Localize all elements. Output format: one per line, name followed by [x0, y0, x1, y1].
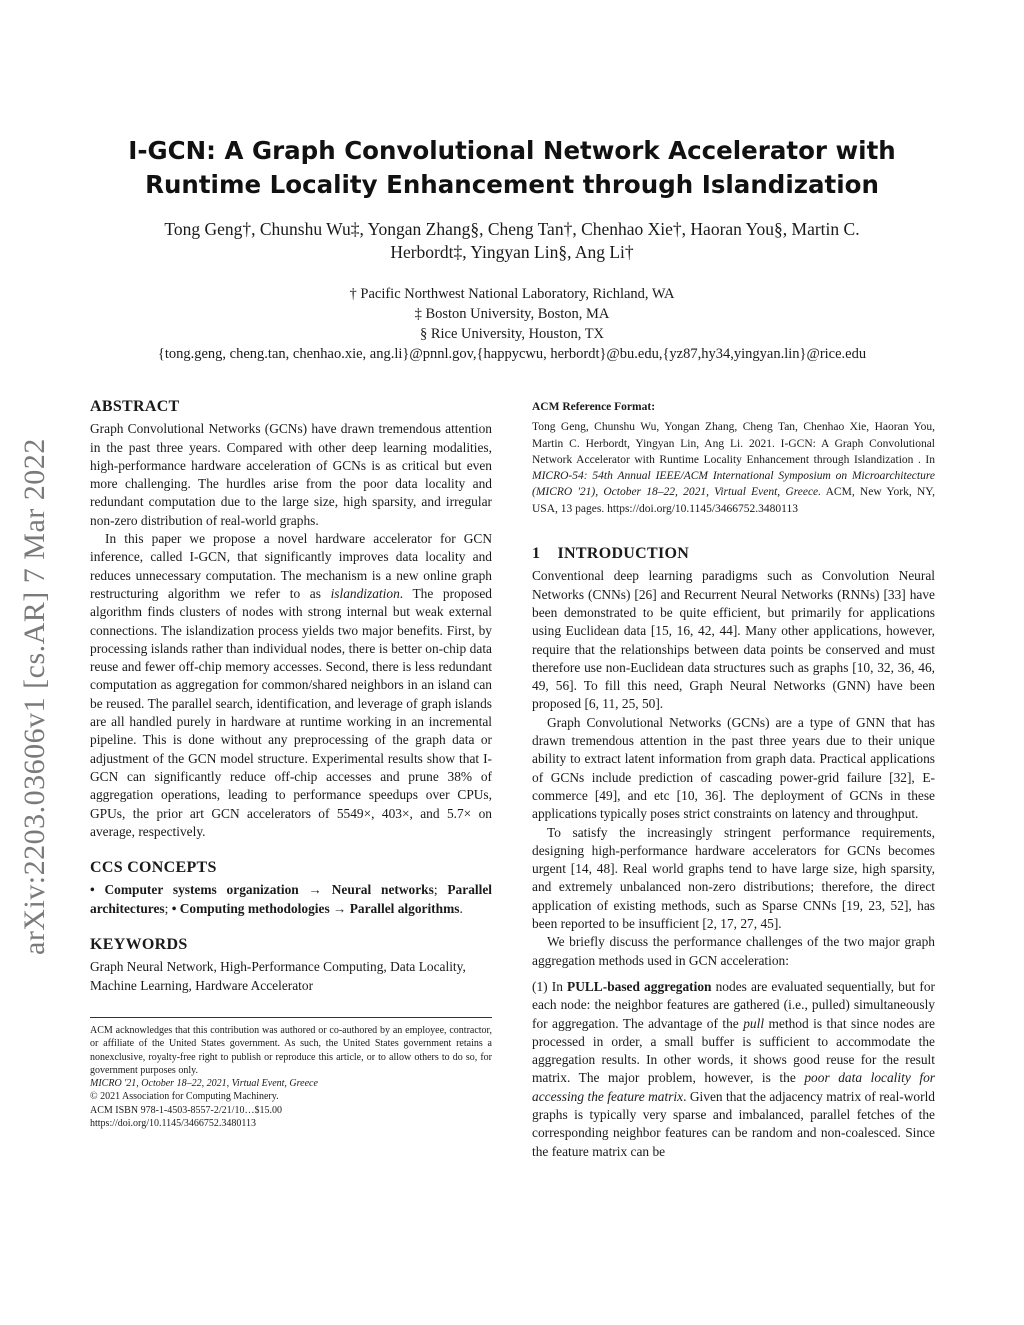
acm-reference-text	[532, 419, 935, 517]
arxiv-identifier: arXiv:2203.03606v1 [cs.AR] 7 Mar 2022	[18, 438, 51, 955]
intro-text: (1) In	[532, 978, 568, 994]
acm-reference-heading: ACM Reference Format:	[532, 401, 656, 413]
title-line-1: I-GCN: A Graph Convolutional Network Accelerator with	[128, 136, 896, 165]
footnote-venue: MICRO '21, October 18–22, 2021, Virtual Event, Greece	[90, 1078, 318, 1090]
right-column	[532, 398, 935, 1161]
affiliation-bu: ‡ Boston University, Boston, MA	[414, 306, 610, 322]
footnote	[90, 1024, 492, 1130]
intro-paragraph-5	[532, 978, 935, 1161]
intro-emphasis: pull	[743, 1015, 765, 1031]
footnote-acm: ACM acknowledges that this contribution was authored or co-authored by an employee, contractor, or affiliate of the United States government. As such, the United States government retains a nonexclusive, royalty-free right to publish or reproduce this article, or to allow others to do so, for government purposes only.	[90, 1024, 492, 1076]
paper-title	[90, 134, 934, 202]
abstract-emphasis: islandization	[330, 585, 400, 601]
ccs-separator: ;	[164, 900, 172, 916]
intro-text: method is that since nodes are processed in order, a small buffer is sufficient to accommodate the aggregation results. In other words, it shows good reuse for the result matrix. The major problem, however, is the	[532, 1015, 935, 1086]
author-list	[100, 218, 924, 264]
intro-text: nodes are evaluated sequentially, but for each node: the neighbor features are gathered (i.e., pulled) simultaneously for aggregation. The advantage of the	[532, 978, 935, 1031]
intro-paragraph-1: Conventional deep learning paradigms such as Convolution Neural Networks (CNNs) [26] and Recurrent Neural Networks (RNNs) [33] have been demonstrated to be quite efficient, but primarily for applications using Euclidean data [15, 16, 42, 44]. Many other applications, however, require that the relationships between data points be conserved and must therefore use non-Euclidean data structures such as graphs [10, 32, 36, 46, 49, 56]. To fill this need, Graph Neural Networks (GNN) have been proposed [6, 11, 25, 50].	[532, 568, 935, 712]
intro-paragraph-4: We briefly discuss the performance challenges of the two major graph aggregation methods used in GCN acceleration:	[532, 934, 935, 968]
ccs-heading: CCS CONCEPTS	[90, 859, 217, 877]
abstract-paragraph-1: Graph Convolutional Networks (GCNs) have drawn tremendous attention in the past three years. Compared with other deep learning modalities, high-performance hardware acceleration of GCNs is as critical but even more challenging. The hurdles arise from the poor data locality and redundant computation due to the large size, high sparsity, and irregular non-zero distribution of real-world graphs.	[90, 421, 492, 528]
author-emails: {tong.geng, cheng.tan, chenhao.xie, ang.li}@pnnl.gov,{happycwu, herbordt}@bu.edu,{yz87,hy34,yingyan.lin}@rice.edu	[157, 346, 867, 362]
introduction-heading: 1 INTRODUCTION	[532, 545, 690, 563]
abstract-text: . The proposed algorithm finds clusters of nodes with strong internal but weak external connections. The islandization process yields two major benefits. First, by processing islands rather than individual nodes, there is better on-chip data reuse and fewer off-chip memory accesses. Second, there is less redundant computation as aggregation for common/shared neighbors in an island can be reused. The parallel search, identification, and leverage of graph islands are all handled purely in hardware at runtime working in an incremental pipeline. This is done without any preprocessing of the graph data or adjustment of the GCN model structure. Experimental results show that I-GCN can significantly reduce off-chip accesses and prune 38% of aggregation operations, leading to performance speedups over CPUs, GPUs, the prior art GCN accelerators of 5549×, 403×, and 5.7× on average, respectively.	[90, 585, 492, 839]
authors-line-1: Tong Geng†, Chunshu Wu‡, Yongan Zhang§, Cheng Tan†, Chenhao Xie†, Haoran You§, Martin C.	[164, 219, 860, 239]
affiliations	[90, 284, 934, 364]
footnote-isbn: ACM ISBN 978-1-4503-8557-2/21/10…$15.00	[90, 1104, 282, 1116]
ccs-separator: .	[459, 900, 463, 916]
intro-paragraph-2: Graph Convolutional Networks (GCNs) are a type of GNN that has drawn tremendous attention in the past three years due to their unique ability to extract latent information from graph data. Practical applications of GCNs include prediction of cascading power-grid failure [32], E-commerce [49], and etc [10, 36]. The deployment of GCNs in these applications typically poses strict constraints on latency and throughput.	[532, 714, 935, 822]
intro-paragraph-3: To satisfy the increasingly stringent performance requirements, designing high-performance hardware accelerators for GCNs becomes urgent [14, 48]. Real world graphs tend to have large size, high sparsity, and extremely unbalanced non-zero distributions; therefore, the direct application of existing methods, such as Sparse CNNs [19, 23, 52], has been reported to be insufficient [2, 17, 27, 45].	[532, 824, 935, 932]
affiliation-pnnl: † Pacific Northwest National Laboratory, Richland, WA	[349, 286, 675, 302]
reference-text: Tong Geng, Chunshu Wu, Yongan Zhang, Cheng Tan, Chenhao Xie, Haoran You, Martin C. Herbordt, Yingyan Lin, Ang Li. 2021. I-GCN: A Graph Convolutional Network Accelerator with Runtime Locality Enhancement through Islandization . In	[532, 421, 935, 466]
footnote-divider	[90, 1017, 492, 1018]
ccs-concepts	[90, 881, 492, 918]
reference-text: ACM, New York, NY, USA, 13 pages. https://doi.org/10.1145/3466752.3480113	[532, 486, 935, 515]
abstract-paragraph-2	[90, 530, 492, 841]
abstract-text: In this paper we propose a novel hardware accelerator for GCN inference, called I-GCN, that significantly improves data locality and reduces unnecessary computation. The mechanism is a new online graph restructuring algorithm we refer to as	[90, 531, 492, 601]
keywords-heading: KEYWORDS	[90, 936, 188, 954]
ccs-concept: • Computing methodologies → Parallel algorithms	[171, 900, 460, 916]
ccs-concept: Parallel architectures	[90, 882, 492, 916]
footnote-doi: https://doi.org/10.1145/3466752.3480113	[90, 1117, 257, 1129]
title-line-2: Runtime Locality Enhancement through Islandization	[145, 170, 879, 199]
intro-text: . Given that the adjacency matrix of real-world graphs is typically very sparse and imbalanced, parallel fetches of the corresponding neighbor features can be random and non-coalesced. Since the feature matrix can be	[532, 1088, 935, 1159]
footnote-copyright: © 2021 Association for Computing Machinery.	[90, 1091, 279, 1103]
intro-emphasis: poor data locality for accessing the feature matrix	[532, 1070, 935, 1104]
reference-venue: MICRO-54: 54th Annual IEEE/ACM International Symposium on Microarchitecture (MICRO '21), October 18–22, 2021, Virtual Event, Greece.	[532, 470, 935, 499]
ccs-concept: • Computer systems organization → Neural networks	[90, 882, 434, 898]
abstract-heading: ABSTRACT	[90, 398, 180, 415]
authors-line-2: Herbordt‡, Yingyan Lin§, Ang Li†	[390, 242, 634, 262]
ccs-separator: ;	[433, 882, 448, 898]
left-column	[90, 398, 492, 1130]
intro-bold: PULL-based aggregation	[567, 978, 712, 994]
keywords-text: Graph Neural Network, High-Performance Computing, Data Locality, Machine Learning, Hardware Accelerator	[90, 959, 466, 993]
affiliation-rice: § Rice University, Houston, TX	[419, 326, 605, 342]
